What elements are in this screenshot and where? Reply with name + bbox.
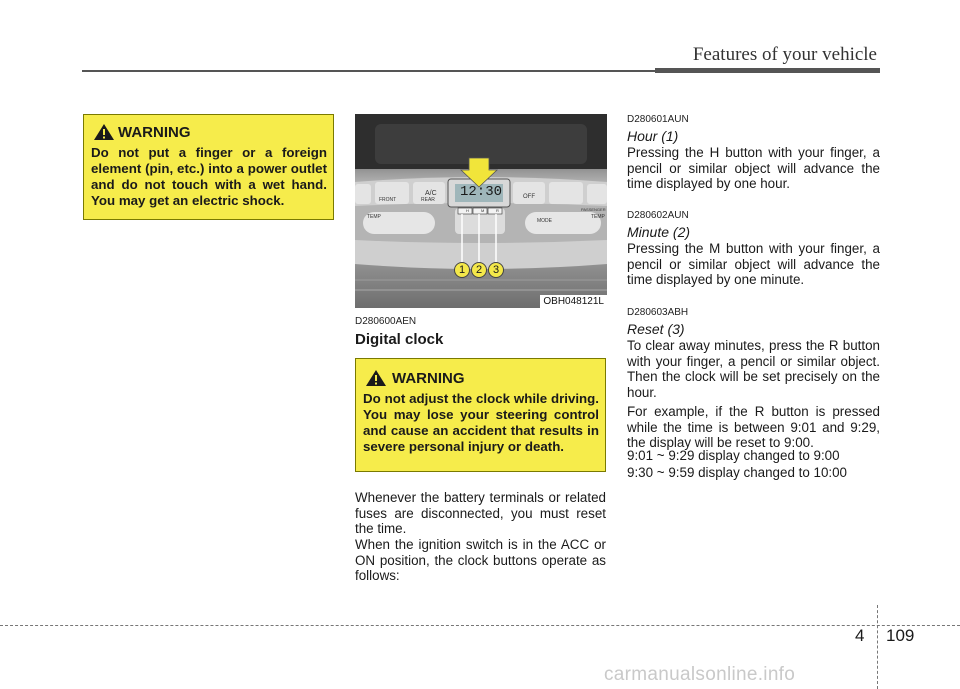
button-label-temp-right: TEMP <box>591 214 605 220</box>
chapter-number: 4 <box>855 626 865 645</box>
footer-rule <box>0 625 960 626</box>
clock-button-label-r: R <box>496 208 499 213</box>
reset-title: Reset (3) <box>627 321 685 337</box>
section-title: Features of your vehicle <box>692 44 877 65</box>
footer-divider <box>877 605 878 689</box>
clock-button-label-h: H <box>466 208 469 213</box>
intro-paragraph-1: Whenever the battery terminals or related fuses are disconnected, you must reset the time. <box>355 490 606 536</box>
button-label-off: OFF <box>523 194 535 200</box>
button-label-passenger: PASSENGER <box>581 207 606 212</box>
reset-line-2: 9:30 ~ 9:59 display changed to 10:00 <box>627 465 848 480</box>
reset-example: For example, if the R button is pressed while the time is between 9:01 and 9:29, the display will be reset to 9:00. <box>627 404 880 450</box>
page-number: 109 <box>886 626 915 645</box>
hour-body: Pressing the H button with your finger, a pencil or similar object will advance the time displayed by one hour. <box>627 145 880 191</box>
warning-title: WARNING <box>392 370 465 387</box>
warning-box-outlet <box>83 114 334 220</box>
hour-title: Hour (1) <box>627 128 679 144</box>
callout-3: 3 <box>488 262 504 278</box>
section-heading: Digital clock <box>355 331 444 348</box>
warning-body: Do not adjust the clock while driving. You may lose your steering control and cause an accident that results in severe personal injury or death. <box>363 391 599 454</box>
warning-triangle-icon <box>93 123 115 141</box>
minute-body: Pressing the M button with your finger, a pencil or similar object will advance the time displayed by one minute. <box>627 241 880 287</box>
callout-2: 2 <box>471 262 487 278</box>
reset-code: D280603ABH <box>627 307 689 318</box>
reset-line-1: 9:01 ~ 9:29 display changed to 9:00 <box>627 448 840 463</box>
section-code: D280600AEN <box>355 316 417 327</box>
callout-1: 1 <box>454 262 470 278</box>
button-label-front: FRONT <box>379 197 397 203</box>
button-label-mode: MODE <box>537 218 552 224</box>
clock-button-label-m: M <box>481 208 485 213</box>
hour-code: D280601AUN <box>627 114 689 125</box>
button-label-ac: A/C <box>425 190 437 197</box>
warning-body: Do not put a finger or a foreign element (pin, etc.) into a power outlet and do not touch with a wet hand. You may get an electric shock. <box>91 145 327 208</box>
climate-control-photo <box>355 114 607 308</box>
display-time: 12:30 <box>460 184 503 200</box>
watermark: carmanualsonline.info <box>604 664 796 685</box>
warning-triangle-icon <box>365 369 387 387</box>
button-label-rear: REAR <box>421 197 435 203</box>
warning-box-adjust-clock <box>355 358 606 472</box>
warning-title: WARNING <box>118 124 191 141</box>
minute-code: D280602AUN <box>627 210 689 221</box>
minute-title: Minute (2) <box>627 224 691 240</box>
header-rule-accent <box>655 68 880 73</box>
figure-caption: OBH048121L <box>540 295 607 308</box>
reset-body: To clear away minutes, press the R button with your finger, a pencil or similar object. Then the clock will be set precisely on the hour. <box>627 338 880 400</box>
button-label-temp-left: TEMP <box>367 214 381 220</box>
intro-paragraph-2: When the ignition switch is in the ACC or ON position, the clock buttons operate as follows: <box>355 537 606 583</box>
